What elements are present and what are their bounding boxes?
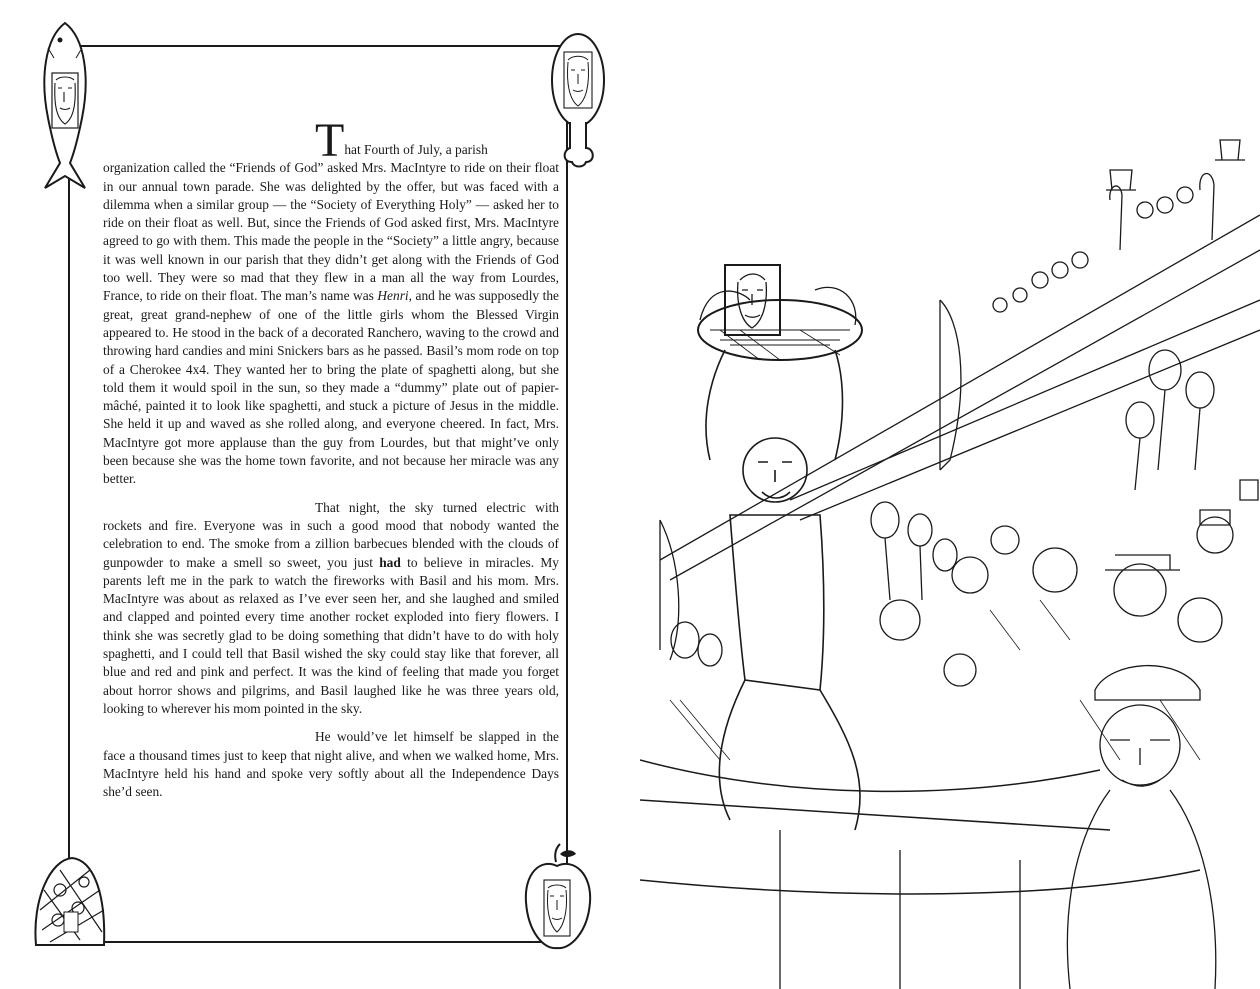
paragraph-1-body-cont: and he was supposedly the great, great grand-nephew of one of the little girls whom the Blessed Virgin appeared to. He stood in the back of a decorated Ranchero, waving to the crowd and throwing hard candies and mini Snickers bars as he passed. Basil’s mom rode on top of a Cherokee 4x4. They wanted her to bring the plate of spaghetti along, but she told them it would spoil in the sun, so they made a “dummy” plate out of papier-mâché, painted it to look like spaghetti, and stuck a picture of Jesus in the middle. She held it up and waved as she rolled along, and everyone cheered. In fact, Mrs. MacIntyre got more applause than the guy from Lourdes, but that might’ve only been because she was the home town favorite, and not because her miracle was any better. (103, 288, 559, 487)
fish-face-icon (30, 18, 100, 193)
bread-basket-icon (30, 850, 110, 950)
emphasized-word: had (379, 554, 401, 570)
woman-on-float (706, 350, 860, 830)
balcony-crowd (993, 140, 1245, 312)
paragraph-2 (103, 499, 559, 719)
parade-float-illustration (640, 0, 1260, 989)
paragraph-1-body: organization called the “Friends of God” asked Mrs. MacIntyre to ride on their float in our annual town parade. She was delighted by the offer, but was faced with a dilemma when a similar group — the “Society of Everything Holy” — asked her to ride on their float as well. But, since the Friends of God asked first, Mrs. MacIntyre agreed to go with them. This made the people in the “Society” a little angry, because it was well known in our parish that they didn’t get along with the Friends of God too well. They were so mad that they flew in a man all the way from Lourdes, France, to ride on their float. The man’s name was (103, 160, 559, 304)
apple-face-icon (520, 840, 595, 960)
first-line-text: hat Fourth of July, a parish (344, 142, 488, 157)
paragraph-1 (103, 114, 559, 489)
first-line (315, 114, 559, 167)
paragraph-2-pre: That night, the sky turned electric with rockets and fire. Everyone was in such a good mood that nobody wanted the celebration to end. The smoke from a zillion barbecues blended with the clouds of gunpowder to make a smell so sweet, you just (103, 499, 559, 570)
story-text (103, 114, 559, 811)
crowd-faces (880, 480, 1258, 989)
emphasized-name: Henri, (377, 288, 412, 304)
right-page (640, 0, 1260, 989)
drop-cap: T (315, 114, 345, 167)
spaghetti-plate (698, 265, 862, 360)
paragraph-2-post: to believe in miracles. My parents left me in the park to watch the fireworks with Basil and his mom. Mrs. MacIntyre was about as relaxed as I’ve ever seen her, and she laughed and smiled and clapped and pointed every time another rocket exploded into fiery flowers. I think she was secretly glad to be doing something that didn’t have to do with holy spaghetti, and I could tell that Basil wished the sky could stay like that forever, all blue and red and pink and perfect. It was the kind of feeling that made you forget about horror shows and pilgrims, and Basil laughed like he was three years old, looking to wherever his mom pointed in the sky. (103, 554, 559, 716)
paragraph-3: He would’ve let himself be slapped in the face a thousand times just to keep that night alive, and when we walked home, Mrs. MacIntyre held his hand and spoke very softly about all the Independence Days she’d seen. (103, 729, 559, 800)
